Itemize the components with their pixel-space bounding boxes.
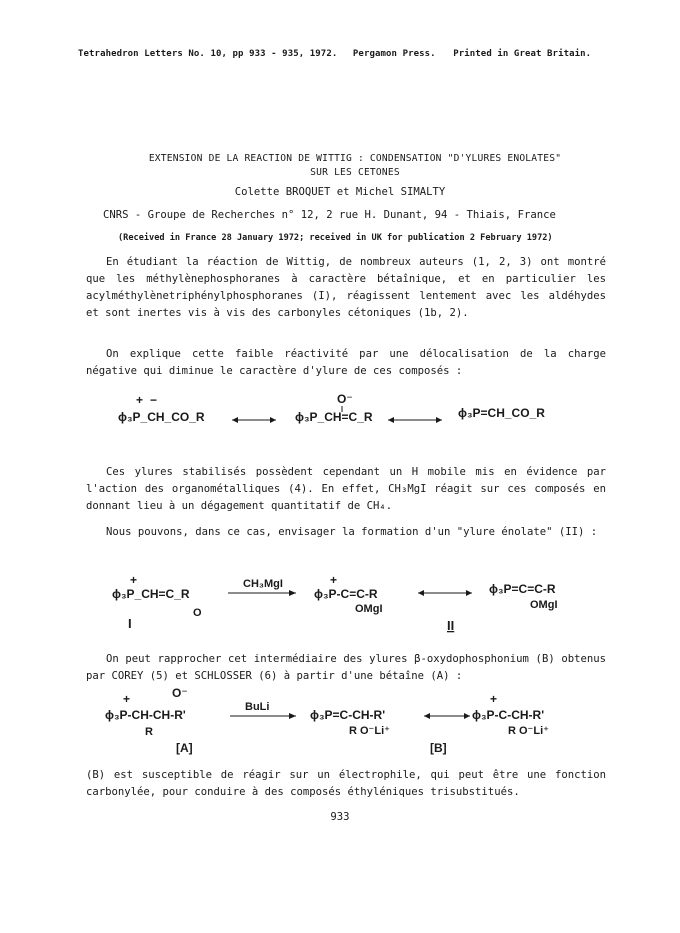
omgi-label-1: OMgI (355, 603, 383, 615)
paragraph-5 (86, 651, 606, 685)
scheme2-formula-2: ϕ₃P-C=C-R (314, 587, 378, 601)
scheme-3 (105, 686, 549, 755)
scheme1-formula-2: ϕ₃P_CH=C_R (295, 410, 373, 424)
scheme-2 (112, 573, 558, 633)
scheme-1 (118, 392, 545, 424)
charge-plus: + (330, 573, 338, 587)
scheme2-formula-1: ϕ₃P_CH=C_R (112, 587, 190, 601)
page-number: 933 (330, 811, 350, 823)
journal-citation: Tetrahedron Letters No. 10, pp 933 - 935, 1972. (78, 49, 338, 59)
scheme3-formula-B2: ϕ₃P-C-CH-R' (472, 708, 545, 722)
oxygen-label: O (193, 607, 202, 619)
paragraph-3 (86, 464, 606, 515)
authors: Colette BROQUET et Michel SIMALTY (234, 186, 446, 198)
scheme3-formula-B1: ϕ₃P=C-CH-R' (310, 708, 386, 722)
omgi-label-2: OMgI (530, 599, 558, 611)
arrow-head (466, 590, 472, 596)
paragraph-3-text: Ces ylures stabilisés possèdent cependant un H mobile mis en évidence par l'action des organométalliques (4). En effet, CH₃MgI réagit sur ces composés en donnant lieu à un dégagement quantitatif de CH₄. (86, 466, 606, 512)
paragraph-6-text: (B) est susceptible de réagir sur un électrophile, qui peut être une fonction carbonylée, pour conduire à des composés éthyléniques trisubstitués. (86, 769, 606, 798)
paragraph-1-text: En étudiant la réaction de Wittig, de nombreux auteurs (1, 2, 3) ont montré que les méthylènephosphoranes à caractère bétaînique, et en particulier les acylméthylènetriphénylphosphoranes (I), réagissent lentement avec les aldéhydes et sont inertes vis à vis des carbonyles cétoniques (1b, 2). (86, 256, 606, 319)
charge-minus: − (150, 393, 158, 407)
paragraph-2-text: On explique cette faible réactivité par une délocalisation de la charge négative qui diminue le caractère d'ylure de ces composés : (86, 348, 606, 377)
title-line-2: SUR LES CETONES (310, 167, 400, 178)
affiliation: CNRS - Groupe de Recherches n° 12, 2 rue H. Dunant, 94 - Thiais, France (103, 209, 556, 221)
arrow-head (289, 713, 296, 719)
publisher: Pergamon Press. (352, 49, 436, 59)
compound-label-I: I (128, 616, 132, 631)
charge-plus: + (130, 573, 138, 587)
r-o-li-fragment-2: R O⁻Li⁺ (508, 725, 549, 737)
oxygen-minus: O⁻ (337, 392, 353, 406)
arrow-head (424, 713, 430, 719)
charge-plus: + (136, 393, 144, 407)
printed-in: Printed in Great Britain. (453, 49, 592, 59)
oxygen-minus: O⁻ (172, 686, 188, 700)
reagent-ch3mgi: CH₃MgI (243, 578, 283, 590)
reagent-buli: BuLi (245, 701, 270, 713)
paragraph-4 (86, 524, 606, 541)
paragraph-4-text: Nous pouvons, dans ce cas, envisager la formation d'un "ylure énolate" (II) : (106, 526, 598, 538)
r-o-li-fragment: R O⁻Li⁺ (349, 725, 390, 737)
compound-label-II: II (447, 618, 455, 633)
scheme3-formula-A: ϕ₃P-CH-CH-R' (105, 708, 186, 722)
arrow-head (418, 590, 424, 596)
arrow-head (232, 417, 238, 423)
arrow-head (289, 590, 296, 596)
title-line-1: EXTENSION DE LA REACTION DE WITTIG : CONDENSATION "D'YLURES ENOLATES" (148, 153, 562, 164)
paragraph-5-text: On peut rapprocher cet intermédiaire des ylures β-oxydophosphonium (B) obtenus par COREY (5) et SCHLOSSER (6) à partir d'une bétaîne (A) : (86, 653, 606, 682)
paragraph-6 (86, 767, 606, 801)
scheme2-formula-3: ϕ₃P=C=C-R (489, 582, 556, 596)
arrow-head (388, 417, 394, 423)
arrow-head (464, 713, 470, 719)
arrow-head (436, 417, 442, 423)
arrow-head (270, 417, 276, 423)
label-A: [A] (176, 741, 193, 755)
charge-plus: + (123, 692, 131, 706)
scheme1-formula-1: ϕ₃P_CH_CO_R (118, 410, 205, 424)
received-dates: (Received in France 28 January 1972; received in UK for publication 2 February 1972) (118, 233, 553, 243)
r-substituent: R (145, 726, 153, 738)
scheme1-formula-3: ϕ₃P=CH_CO_R (458, 406, 545, 420)
label-B: [B] (430, 741, 447, 755)
charge-plus: + (490, 692, 498, 706)
